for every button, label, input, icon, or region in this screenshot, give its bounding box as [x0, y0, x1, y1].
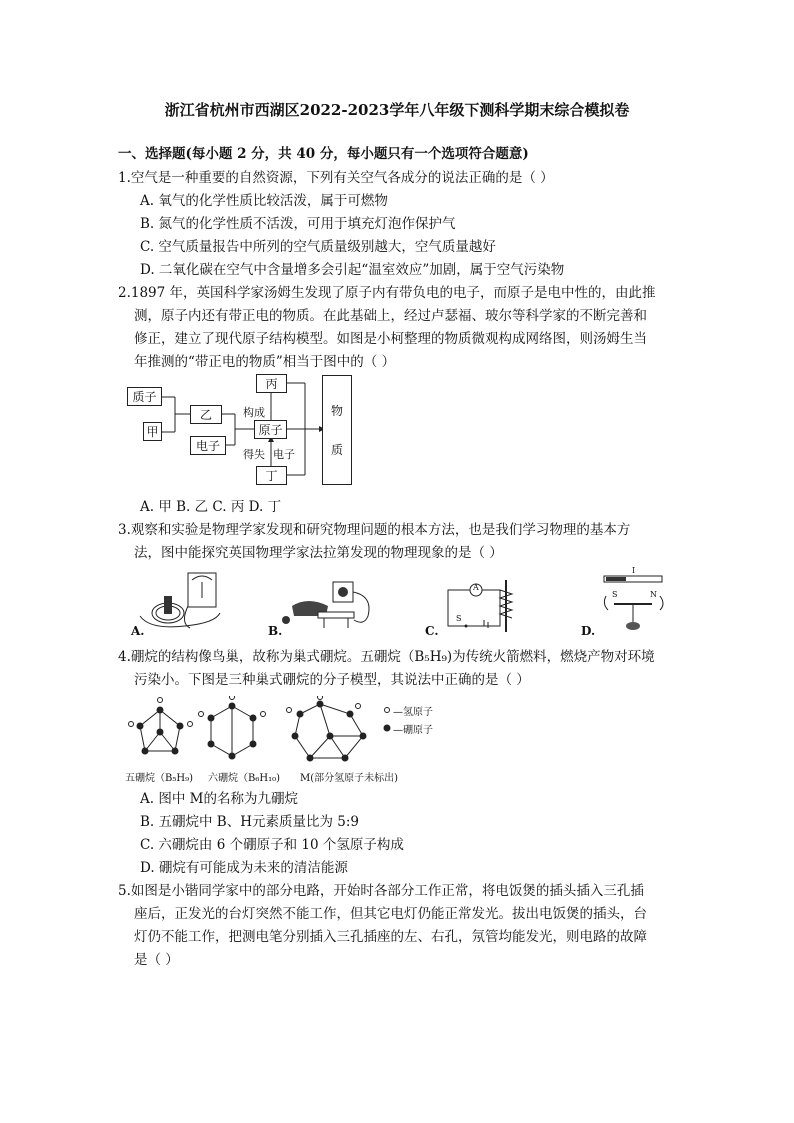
box-proton: 质子 [127, 387, 162, 406]
q3-label-c: C. [425, 624, 439, 638]
q3-label-a: A. [131, 624, 145, 638]
label-gainlose: 得失 [243, 448, 265, 461]
switch-symbol: S [456, 614, 462, 623]
borane-models [125, 696, 435, 786]
caption-pentaborane: 五硼烷（B₅H₉) [125, 773, 193, 784]
ammeter-symbol: A [473, 583, 479, 592]
q3-label-b: B. [268, 624, 283, 638]
q5-line-3: 灯仍不能工作，把测电笔分别插入三孔插座的左、右孔，氖管均能发光，则电路的故障 [134, 929, 647, 945]
matter-network-diagram [125, 370, 375, 495]
borane-structures [125, 696, 435, 771]
q1-stem: 1.空气是一种重要的自然资源，下列有关空气各成分的说法正确的是（ ） [118, 170, 554, 186]
box-atom: 原子 [254, 420, 287, 439]
matter-char-1: 物 [330, 404, 343, 418]
q3-line-1: 3.观察和实验是物理学家发现和研究物理问题的根本方法，也是我们学习物理的基本方 [118, 522, 631, 538]
iron-filings-illustration [278, 576, 388, 632]
label-compose: 构成 [243, 406, 265, 419]
caption-hexaborane: 六硼烷（B₆H₁₀) [208, 773, 280, 784]
box-yi: 乙 [190, 405, 222, 424]
box-ding: 丁 [256, 466, 287, 485]
q3-line-2: 法，图中能探究英国物理学家法拉第发现的物理现象的是（ ） [134, 545, 503, 561]
q2-line-3: 修正，建立了现代原子结构模型。如图是小柯整理的物质微观构成网络图，则汤姆生当 [134, 331, 647, 347]
q4-line-1: 4.硼烷的结构像鸟巢，故称为巢式硼烷。五硼烷（B₅H₉)为传统火箭燃料，燃烧产物对环境 [118, 649, 655, 665]
q4-option-a: A. 图中 M的名称为九硼烷 [140, 791, 298, 807]
legend-boron: —硼原子 [393, 725, 433, 736]
q5-line-4: 是（ ） [134, 952, 179, 968]
page-title: 浙江省杭州市西湖区2022-2023学年八年级下测科学期末综合模拟卷 [164, 101, 630, 119]
q1-option-a: A. 氧气的化学性质比较活泼，属于可燃物 [140, 193, 388, 209]
q3-figure-a [130, 568, 250, 638]
q2-line-1: 2.1897 年，英国科学家汤姆生发现了原子内有带负电的电子，而原子是电中性的，由此推 [118, 285, 656, 301]
caption-m: M(部分氢原子未标出) [300, 773, 399, 784]
q4-option-c: C. 六硼烷由 6 个硼原子和 10 个氢原子构成 [140, 837, 404, 853]
q4-option-b: B. 五硼烷中 B、H元素质量比为 5:9 [140, 814, 360, 830]
pole-s: S [612, 590, 618, 599]
q3-figure-c [444, 576, 524, 636]
electromagnet-circuit-illustration [444, 576, 524, 636]
q3-label-d: D. [581, 624, 596, 638]
compass-needle-illustration [600, 566, 670, 636]
q4-option-d: D. 硼烷有可能成为未来的清洁能源 [140, 860, 348, 876]
q3-figure-b [278, 576, 388, 632]
legend-hydrogen: —氢原子 [393, 707, 433, 718]
q2-answers: A. 甲 B. 乙 C. 丙 D. 丁 [140, 499, 282, 515]
galvanometer-coil-illustration [130, 568, 250, 638]
box-matter [322, 375, 352, 485]
q2-line-2: 测，原子内还有带正电的物质。在此基础上，经过卢瑟福、玻尔等科学家的不断完善和 [134, 308, 647, 324]
box-electron: 电子 [190, 436, 226, 455]
q5-line-2: 座后，正发光的台灯突然不能工作，但其它电灯仍能正常发光。拔出电饭煲的插头，台 [134, 906, 647, 922]
q3-figure-d [600, 566, 670, 636]
pole-n: N [650, 590, 657, 599]
current-symbol: I [632, 566, 636, 575]
q4-line-2: 污染小。下图是三种巢式硼烷的分子模型，其说法中正确的是（ ） [134, 672, 530, 688]
label-electron: 电子 [273, 448, 295, 461]
q1-option-b: B. 氮气的化学性质不活泼，可用于填充灯泡作保护气 [140, 216, 456, 232]
q1-option-c: C. 空气质量报告中所列的空气质量级别越大，空气质量越好 [140, 239, 496, 255]
box-jia: 甲 [143, 422, 162, 441]
q5-line-1: 5.如图是小锴同学家中的部分电路，开始时各部分工作正常，将电饭煲的插头插入三孔插 [118, 883, 644, 899]
box-bing: 丙 [256, 374, 287, 393]
q1-option-d: D. 二氧化碳在空气中含量增多会引起“温室效应”加剧，属于空气污染物 [140, 262, 565, 278]
section-heading: 一、选择题(每小题 2 分，共 40 分，每小题只有一个选项符合题意) [118, 146, 529, 162]
q2-line-4: 年推测的“带正电的物质”相当于图中的（ ） [134, 354, 396, 370]
matter-char-2: 质 [330, 443, 343, 457]
